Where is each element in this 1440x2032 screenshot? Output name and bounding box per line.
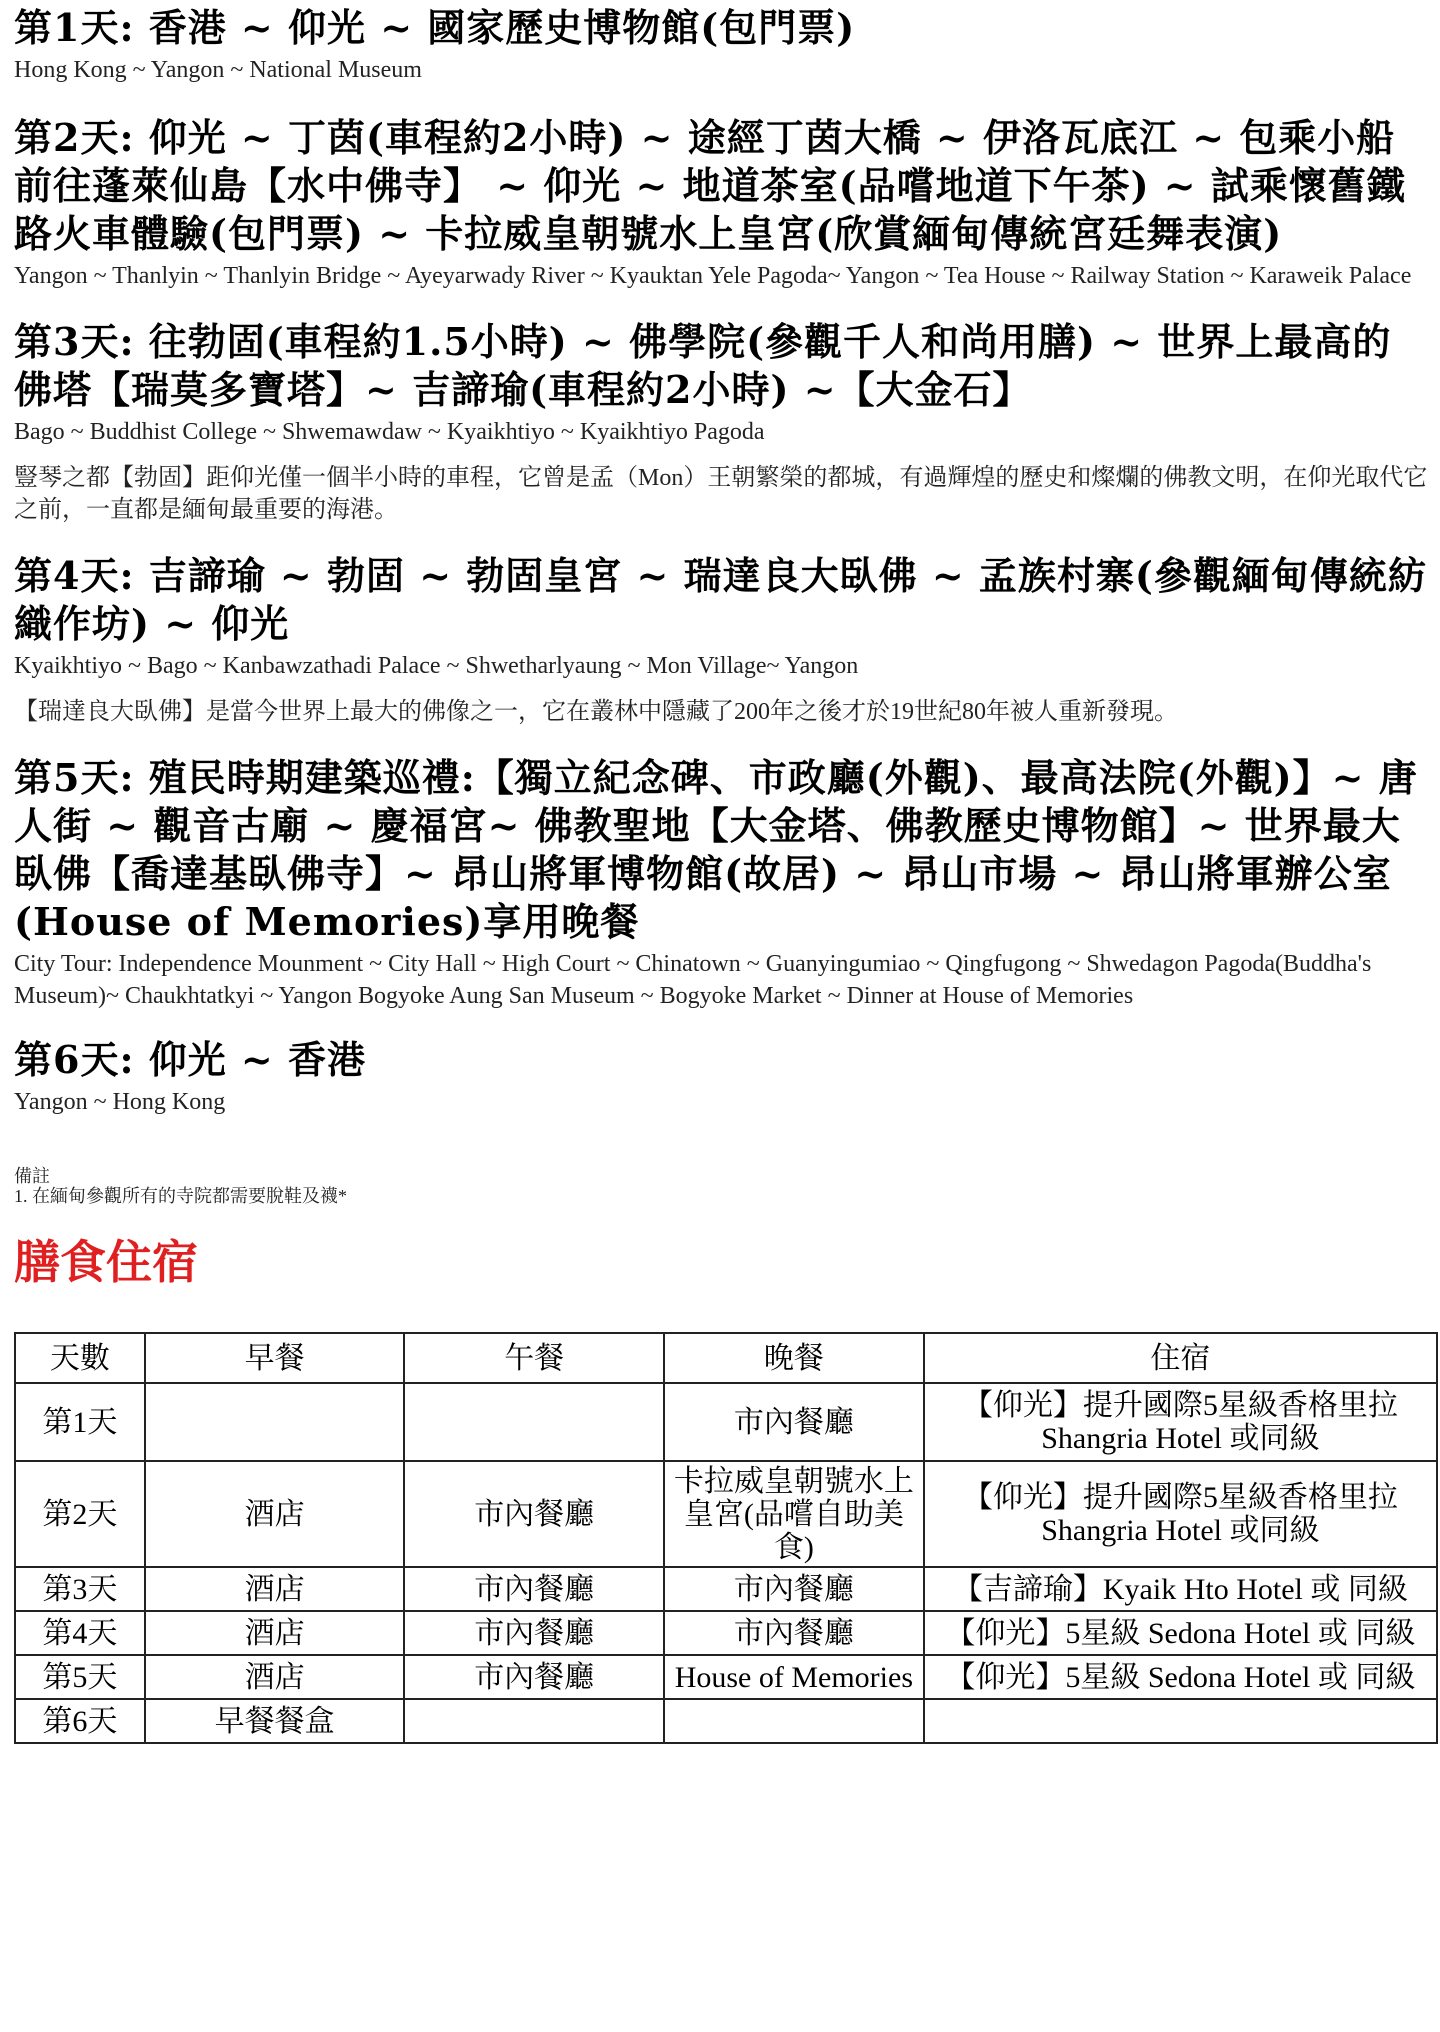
cell-day: 第4天	[15, 1611, 145, 1655]
day-2-english: Yangon ~ Thanlyin ~ Thanlyin Bridge ~ Ayeyarwady River ~ Kyauktan Yele Pagoda~ Yangon ~ Tea House ~ Railway Station ~ Karaweik Palace	[14, 263, 1412, 289]
cell-lunch: 市內餐廳	[404, 1461, 664, 1567]
cell-dinner	[664, 1699, 924, 1743]
cell-breakfast: 早餐餐盒	[145, 1699, 405, 1743]
header-hotel: 住宿	[924, 1333, 1437, 1383]
header-day: 天數	[15, 1333, 145, 1383]
cell-hotel	[924, 1699, 1437, 1743]
table-row	[15, 1383, 1437, 1461]
day-1-section	[14, 0, 1428, 86]
day-4-section	[14, 552, 1428, 728]
day-3-section	[14, 318, 1428, 526]
table-row	[15, 1567, 1437, 1611]
day-6-section	[14, 1036, 1428, 1118]
remarks	[14, 1166, 1428, 1206]
cell-day: 第2天	[15, 1461, 145, 1567]
day-1-english: Hong Kong ~ Yangon ~ National Museum	[14, 57, 422, 83]
cell-day: 第1天	[15, 1383, 145, 1461]
day-4-description: 【瑞達良大臥佛】是當今世界上最大的佛像之一，它在叢林中隱藏了200年之後才於19世紀80年被人重新發現。	[14, 699, 1178, 725]
cell-day: 第5天	[15, 1655, 145, 1699]
table-row	[15, 1699, 1437, 1743]
cell-day: 第6天	[15, 1699, 145, 1743]
cell-dinner: 市內餐廳	[664, 1567, 924, 1611]
cell-lunch	[404, 1383, 664, 1461]
day-4-title: 第4天: 吉諦瑜 ~ 勃固 ~ 勃固皇宮 ~ 瑞達良大臥佛 ~ 孟族村寨(參觀緬甸傳統紡織作坊) ~ 仰光	[14, 553, 1427, 646]
day-4-english: Kyaikhtiyo ~ Bago ~ Kanbawzathadi Palace ~ Shwetharlyaung ~ Mon Village~ Yangon	[14, 653, 859, 679]
cell-hotel: 【仰光】提升國際5星級香格里拉 Shangria Hotel 或同級	[924, 1383, 1437, 1461]
header-breakfast: 早餐	[145, 1333, 405, 1383]
cell-dinner: House of Memories	[664, 1655, 924, 1699]
header-lunch: 午餐	[404, 1333, 664, 1383]
cell-hotel: 【仰光】提升國際5星級香格里拉 Shangria Hotel 或同級	[924, 1461, 1437, 1567]
remarks-item: 1. 在緬甸參觀所有的寺院都需要脫鞋及襪*	[14, 1186, 347, 1206]
day-3-description: 豎琴之都【勃固】距仰光僅一個半小時的車程，它曾是孟（Mon）王朝繁榮的都城，有過輝煌的歷史和燦爛的佛教文明，在仰光取代它之前，一直都是緬甸最重要的海港。	[14, 465, 1428, 523]
cell-breakfast: 酒店	[145, 1655, 405, 1699]
day-5-section	[14, 754, 1428, 1012]
cell-lunch: 市內餐廳	[404, 1655, 664, 1699]
cell-dinner: 卡拉威皇朝號水上皇宮(品嚐自助美食)	[664, 1461, 924, 1567]
day-2-section	[14, 114, 1428, 292]
day-5-title: 第5天: 殖民時期建築巡禮:【獨立紀念碑、市政廳(外觀)、最高法院(外觀)】~ 唐人街 ~ 觀音古廟 ~ 慶福宮~ 佛教聖地【大金塔、佛教歷史博物館】~ 世界最大臥佛【喬達基臥佛寺】~ 昂山將軍博物館(故居) ~ 昂山市場 ~ 昂山將軍辦公室(House of Memories)享用晚餐	[14, 755, 1418, 944]
day-2-title: 第2天: 仰光 ~ 丁茵(車程約2小時) ~ 途經丁茵大橋 ~ 伊洛瓦底江 ~ 包乘小船前往蓬萊仙島【水中佛寺】 ~ 仰光 ~ 地道茶室(品嚐地道下午茶) ~ 試乘懷舊鐵路火車體驗(包門票) ~ 卡拉威皇朝號水上皇宮(欣賞緬甸傳統宮廷舞表演)	[14, 115, 1406, 256]
remarks-label: 備註	[14, 1166, 50, 1186]
day-3-title: 第3天: 往勃固(車程約1.5小時) ~ 佛學院(參觀千人和尚用膳) ~ 世界上最高的佛塔【瑞莫多寶塔】~ 吉諦瑜(車程約2小時) ~【大金石】	[14, 319, 1392, 412]
cell-breakfast: 酒店	[145, 1611, 405, 1655]
meals-table	[14, 1332, 1438, 1744]
table-row	[15, 1655, 1437, 1699]
cell-hotel: 【仰光】5星級 Sedona Hotel 或 同級	[924, 1611, 1437, 1655]
cell-breakfast: 酒店	[145, 1461, 405, 1567]
day-6-english: Yangon ~ Hong Kong	[14, 1089, 226, 1115]
cell-day: 第3天	[15, 1567, 145, 1611]
meals-section-title: 膳食住宿	[14, 1235, 198, 1289]
cell-lunch: 市內餐廳	[404, 1567, 664, 1611]
cell-lunch: 市內餐廳	[404, 1611, 664, 1655]
day-1-title: 第1天: 香港 ~ 仰光 ~ 國家歷史博物館(包門票)	[14, 5, 856, 50]
cell-lunch	[404, 1699, 664, 1743]
header-dinner: 晚餐	[664, 1333, 924, 1383]
cell-hotel: 【仰光】5星級 Sedona Hotel 或 同級	[924, 1655, 1437, 1699]
day-3-english: Bago ~ Buddhist College ~ Shwemawdaw ~ Kyaikhtiyo ~ Kyaikhtiyo Pagoda	[14, 419, 765, 445]
table-row	[15, 1611, 1437, 1655]
cell-breakfast: 酒店	[145, 1567, 405, 1611]
cell-dinner: 市內餐廳	[664, 1611, 924, 1655]
day-6-title: 第6天: 仰光 ~ 香港	[14, 1037, 366, 1082]
cell-breakfast	[145, 1383, 405, 1461]
cell-dinner: 市內餐廳	[664, 1383, 924, 1461]
cell-hotel: 【吉諦瑜】Kyaik Hto Hotel 或 同級	[924, 1567, 1437, 1611]
day-5-english: City Tour: Independence Mounment ~ City Hall ~ High Court ~ Chinatown ~ Guanyingumiao ~ Qingfugong ~ Shwedagon Pagoda(Buddha's Museum)~ Chaukhtatkyi ~ Yangon Bogyoke Aung San Museum ~ Bogyoke Market ~ Dinner at House of Memories	[14, 951, 1372, 1009]
table-row	[15, 1461, 1437, 1567]
table-header-row	[15, 1333, 1437, 1383]
